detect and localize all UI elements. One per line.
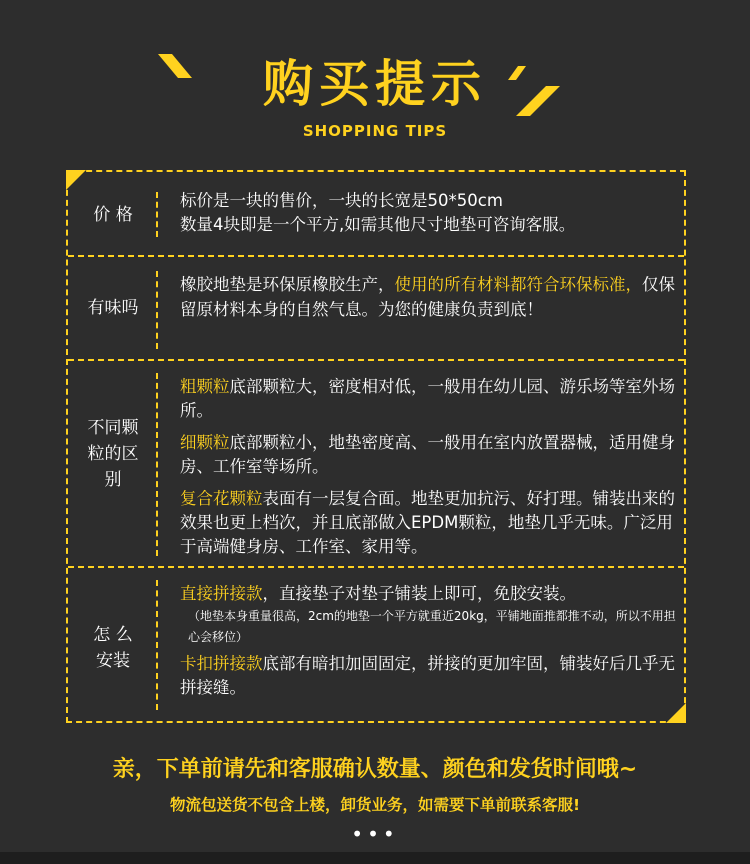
label-line: 安装: [96, 651, 130, 671]
more-dots-icon: •••: [351, 822, 399, 846]
page-title: 购买提示: [263, 55, 487, 113]
notice-main: 亲，下单前请先和客服确认数量、颜色和发货时间哦~: [112, 757, 638, 782]
particle-name: 粗颗粒: [180, 377, 230, 396]
corner-decoration: [666, 703, 686, 723]
price-line-1: 标价是一块的售价，一块的长宽是50*50cm: [180, 191, 503, 210]
row-content-smell: [180, 272, 680, 322]
row-separator: [156, 271, 158, 349]
particle-name: 细颗粒: [180, 433, 230, 452]
row-label-price: 价 格: [93, 205, 133, 225]
corner-decoration: [66, 170, 86, 190]
row-smell: [68, 257, 684, 357]
row-content-particles: [180, 375, 680, 559]
row-separator: [156, 580, 158, 710]
particle-item-fine: [180, 431, 680, 479]
particle-desc: 表面有一层复合面。地垫更加抗污、好打理。铺装出来的效果也更上档次，并且底部做入EPDM颗粒，地垫几乎无味。广泛用于高端健身房、工作室、家用等。: [180, 489, 675, 556]
install-item-buckle: [180, 652, 680, 700]
row-content-install: [180, 582, 680, 700]
install-name: 卡扣拼接款: [180, 654, 263, 673]
row-price: [68, 172, 684, 255]
bottom-bar: [0, 852, 750, 864]
particle-item-composite: [180, 487, 680, 559]
row-particles: [68, 361, 684, 566]
row-separator: [156, 373, 158, 556]
install-name: 直接拼接款: [180, 584, 263, 603]
price-line-2: 数量4块即是一个平方,如需其他尺寸地垫可咨询客服。: [180, 215, 576, 234]
particle-item-coarse: [180, 375, 680, 423]
install-desc: 底部有暗扣加固固定，拼接的更加牢固，铺装好后几乎无拼接缝。: [180, 654, 675, 697]
install-desc: ，直接垫子对垫子铺装上即可，免胶安装。: [262, 584, 576, 603]
label-line: 粒的区: [87, 444, 139, 464]
label-line: 不同颗: [87, 418, 139, 438]
row-label-particles: [68, 415, 158, 493]
page-subtitle: SHOPPING TIPS: [302, 122, 448, 140]
particle-desc: 底部颗粒大，密度相对低，一般用在幼儿园、游乐场等室外场所。: [180, 377, 675, 420]
tips-table: [66, 170, 686, 723]
row-label-install: [68, 622, 158, 674]
row-content-price: [180, 189, 680, 237]
label-line: 别: [104, 470, 122, 490]
row-separator: [156, 192, 158, 237]
label-line: 怎 么: [93, 625, 133, 645]
particle-desc: 底部颗粒小，地垫密度高、一般用在室内放置器械，适用健身房、工作室等场所。: [180, 433, 675, 476]
row-install: [68, 568, 684, 721]
smell-text-a: 橡胶地垫是环保原橡胶生产，: [180, 275, 395, 294]
particle-name: 复合花颗粒: [180, 489, 263, 508]
smell-text-highlight: 使用的所有材料都符合环保标准，: [394, 275, 642, 294]
header: [0, 0, 750, 150]
install-item-direct: [180, 582, 680, 606]
install-note: （地垫本身重量很高，2cm的地垫一个平方就重近20kg，平铺地面推都推不动，所以不用担心会移位）: [188, 609, 676, 644]
row-label-smell: 有味吗: [87, 298, 139, 318]
notice-sub: 物流包送货不包含上楼，卸货业务，如需要下单前联系客服!: [169, 796, 581, 814]
smell-text-b: 仅保留原材料本身的自然气息。为您的健康负责到底！: [180, 275, 675, 319]
